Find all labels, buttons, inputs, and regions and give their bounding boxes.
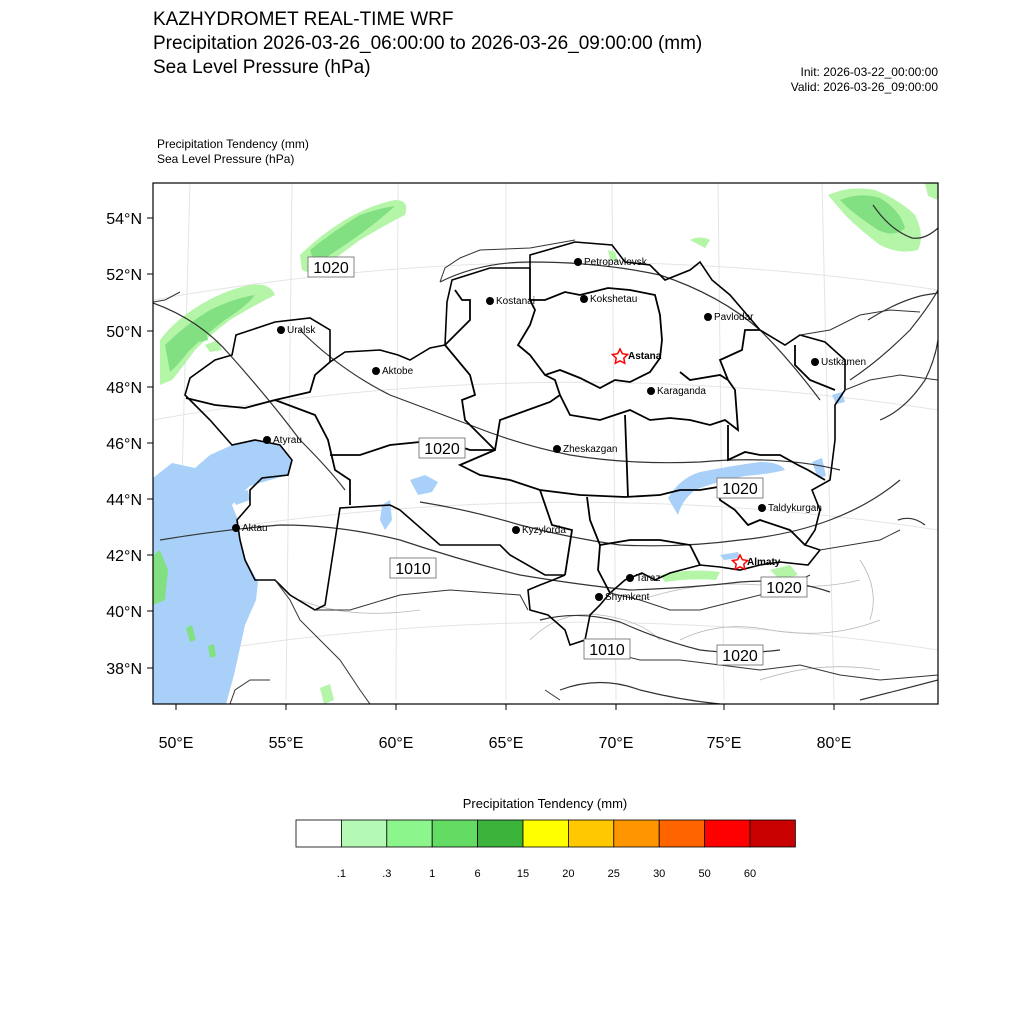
city-karaganda bbox=[647, 386, 706, 397]
city-label: Kostanai bbox=[496, 296, 535, 307]
isobar-label bbox=[717, 645, 763, 665]
city-label: Petropavlovsk bbox=[584, 257, 647, 268]
precip-title: Precipitation 2026-03-26_06:00:00 to 2026-03-26_09:00:00 (mm) bbox=[153, 33, 703, 54]
city-marker-icon bbox=[647, 387, 655, 395]
city-marker-icon bbox=[263, 436, 271, 444]
city-label: Astana bbox=[628, 351, 662, 362]
city-label: Aktau bbox=[242, 523, 268, 534]
city-marker-icon bbox=[580, 295, 588, 303]
city-marker-icon bbox=[704, 313, 712, 321]
colorbar-tick-label: 25 bbox=[607, 868, 620, 880]
colorbar-tick-label: 30 bbox=[653, 868, 666, 880]
city-label: Aktobe bbox=[382, 366, 414, 377]
colorbar-tick-label: 6 bbox=[474, 868, 481, 880]
lat-label: 48°N bbox=[106, 380, 142, 397]
city-aktobe bbox=[372, 366, 414, 377]
colorbar-swatch bbox=[568, 820, 613, 847]
isobar-label bbox=[419, 438, 465, 458]
colorbar-tick-label: 1 bbox=[429, 868, 436, 880]
isobar-label-text: 1020 bbox=[722, 481, 758, 498]
city-petropavlovsk bbox=[574, 257, 648, 268]
city-marker-icon bbox=[372, 367, 380, 375]
lon-label: 50°E bbox=[158, 735, 194, 752]
colorbar-swatch bbox=[432, 820, 477, 847]
isobar-label bbox=[308, 257, 354, 277]
isobar-label-text: 1010 bbox=[395, 561, 431, 578]
colorbar-tick-label: 60 bbox=[743, 868, 757, 880]
city-ustkamen bbox=[811, 357, 866, 368]
city-label: Ustkamen bbox=[821, 357, 867, 368]
city-label: Almaty bbox=[747, 557, 781, 568]
isobar-label bbox=[390, 558, 436, 578]
city-marker-icon bbox=[486, 297, 494, 305]
lat-label: 50°N bbox=[106, 324, 142, 341]
colorbar-swatch bbox=[750, 820, 795, 847]
lon-label: 60°E bbox=[378, 735, 414, 752]
colorbar-swatch bbox=[387, 820, 432, 847]
isobar-label bbox=[717, 478, 763, 498]
lake-kapchagay bbox=[720, 552, 740, 560]
city-zheskazgan bbox=[553, 444, 617, 455]
lon-label: 75°E bbox=[706, 735, 742, 752]
city-marker-icon bbox=[512, 526, 520, 534]
lat-label: 44°N bbox=[106, 492, 142, 509]
city-label: Kokshetau bbox=[590, 294, 638, 305]
city-label: Shymkent bbox=[605, 592, 650, 603]
city-uralsk bbox=[277, 325, 316, 336]
city-kostanai bbox=[486, 296, 535, 307]
city-kyzylorda bbox=[512, 525, 566, 536]
city-kokshetau bbox=[580, 294, 637, 305]
lat-label: 38°N bbox=[106, 661, 142, 678]
city-label: Zheskazgan bbox=[563, 444, 618, 455]
lat-label: 54°N bbox=[106, 211, 142, 228]
city-marker-icon bbox=[595, 593, 603, 601]
city-taldykurgan bbox=[758, 503, 822, 514]
valid-time: Valid: 2026-03-26_09:00:00 bbox=[790, 80, 938, 94]
isobar-label-text: 1020 bbox=[722, 648, 758, 665]
city-almaty bbox=[732, 555, 780, 569]
city-marker-icon bbox=[758, 504, 766, 512]
colorbar-tick-label: 15 bbox=[516, 868, 530, 880]
colorbar-tick-label: 50 bbox=[698, 868, 711, 880]
aral-sea bbox=[410, 475, 438, 495]
city-label: Taraz bbox=[636, 573, 661, 584]
city-astana bbox=[612, 349, 661, 363]
lon-label: 65°E bbox=[488, 735, 524, 752]
city-label: Pavlodar bbox=[714, 312, 754, 323]
city-marker-icon bbox=[626, 574, 634, 582]
colorbar-swatch bbox=[341, 820, 386, 847]
city-marker-icon bbox=[553, 445, 561, 453]
slp-title: Sea Level Pressure (hPa) bbox=[153, 57, 371, 78]
colorbar-swatch bbox=[705, 820, 750, 847]
caspian-sea bbox=[153, 440, 292, 704]
city-marker-icon bbox=[811, 358, 819, 366]
init-time: Init: 2026-03-22_00:00:00 bbox=[800, 65, 938, 79]
map-subtitle-slp: Sea Level Pressure (hPa) bbox=[157, 152, 295, 166]
city-label: Karaganda bbox=[657, 386, 706, 397]
isobar-label bbox=[584, 639, 630, 659]
city-label: Kyzylorda bbox=[522, 525, 566, 536]
lat-label: 52°N bbox=[106, 267, 142, 284]
colorbar-title: Precipitation Tendency (mm) bbox=[462, 796, 628, 811]
lake-alakol bbox=[812, 458, 826, 478]
capital-star-icon bbox=[612, 349, 627, 363]
isobar-label-text: 1020 bbox=[766, 580, 802, 597]
map-subtitle-precip: Precipitation Tendency (mm) bbox=[157, 137, 309, 151]
colorbar-swatch bbox=[478, 820, 523, 847]
city-label: Atyrau bbox=[273, 435, 302, 446]
colorbar-swatch bbox=[523, 820, 568, 847]
colorbar-swatch bbox=[614, 820, 659, 847]
isobar-label-text: 1020 bbox=[424, 441, 460, 458]
lat-label: 46°N bbox=[106, 436, 142, 453]
latitude-labels bbox=[106, 211, 142, 678]
colorbar-swatch bbox=[659, 820, 704, 847]
lon-label: 70°E bbox=[598, 735, 634, 752]
lat-label: 42°N bbox=[106, 548, 142, 565]
colorbar-tick-label: 20 bbox=[562, 868, 575, 880]
main-title: KAZHYDROMET REAL-TIME WRF bbox=[153, 9, 454, 30]
colorbar bbox=[296, 820, 795, 847]
longitude-labels bbox=[159, 735, 852, 752]
city-marker-icon bbox=[574, 258, 582, 266]
city-marker-icon bbox=[232, 524, 240, 532]
isobar-label-text: 1010 bbox=[589, 642, 625, 659]
city-label: Taldykurgan bbox=[768, 503, 822, 514]
city-label: Uralsk bbox=[287, 325, 316, 336]
colorbar-swatch bbox=[296, 820, 341, 847]
colorbar-tick-label: .3 bbox=[382, 868, 392, 880]
lon-label: 55°E bbox=[268, 735, 304, 752]
isobar-label-text: 1020 bbox=[313, 260, 349, 277]
isobar-label bbox=[761, 577, 807, 597]
lon-label: 80°E bbox=[816, 735, 852, 752]
city-marker-icon bbox=[277, 326, 285, 334]
colorbar-tick-label: .1 bbox=[336, 868, 346, 880]
city-taraz bbox=[626, 573, 660, 584]
city-pavlodar bbox=[704, 312, 754, 323]
lat-label: 40°N bbox=[106, 604, 142, 621]
cities bbox=[232, 257, 866, 603]
graticule bbox=[153, 183, 938, 700]
